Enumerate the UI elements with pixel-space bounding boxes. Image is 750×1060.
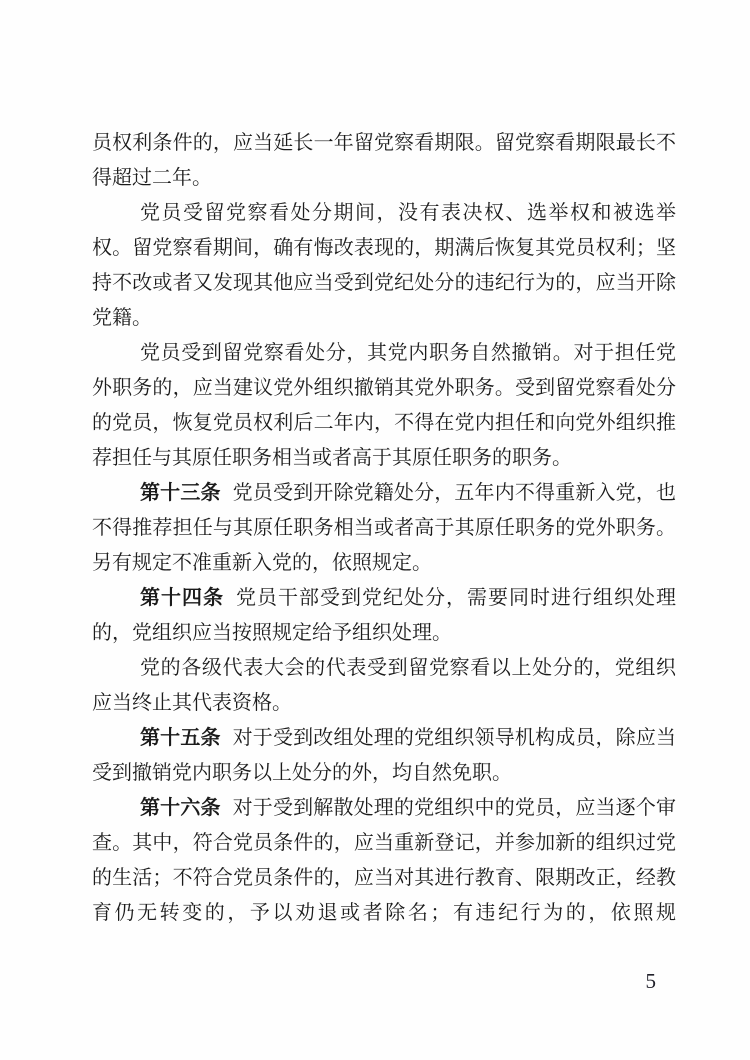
article-15-heading: 第十五条 — [140, 727, 221, 749]
para-article-13 — [92, 476, 676, 581]
document-body — [92, 126, 676, 931]
para-article-15 — [92, 721, 676, 791]
article-16-text: 对于受到解散处理的党组织中的党员，应当逐个审查。其中，符合党员条件的，应当重新登记，并参加新的组织过党的生活；不符合党员条件的，应当对其进行教育、限期改正，经教育仍无转变的，予以劝退或者除名；有违纪行为的，依照规 — [92, 797, 677, 924]
para-congress-delegates: 党的各级代表大会的代表受到留党察看以上处分的，党组织应当终止其代表资格。 — [92, 657, 676, 714]
para-liudang-chakan-positions: 党员受到留党察看处分，其党内职务自然撤销。对于担任党外职务的，应当建议党外组织撤销其党外职务。受到留党察看处分的党员，恢复党员权利后二年内，不得在党内担任和向党外组织推荐担任与其原任职务相当或者高于其原任职务的职务。 — [92, 342, 676, 469]
para-continuation: 员权利条件的，应当延长一年留党察看期限。留党察看期限最长不得超过二年。 — [92, 132, 676, 189]
para-article-14 — [92, 581, 676, 651]
article-13-heading: 第十三条 — [140, 482, 221, 504]
para-article-16 — [92, 791, 676, 931]
article-14-text: 党员干部受到党纪处分，需要同时进行组织处理的，党组织应当按照规定给予组织处理。 — [92, 587, 676, 644]
para-liudang-chakan-rights: 党员受留党察看处分期间，没有表决权、选举权和被选举权。留党察看期间，确有悔改表现的，期满后恢复其党员权利；坚持不改或者又发现其他应当受到党纪处分的违纪行为的，应当开除党籍。 — [92, 202, 676, 329]
article-13-text: 党员受到开除党籍处分，五年内不得重新入党，也不得推荐担任与其原任职务相当或者高于其原任职务的党外职务。另有规定不准重新入党的，依照规定。 — [92, 482, 677, 574]
article-15-text: 对于受到改组处理的党组织领导机构成员，除应当受到撤销党内职务以上处分的外，均自然免职。 — [92, 727, 677, 784]
page-number: 5 — [645, 969, 656, 993]
article-14-heading: 第十四条 — [140, 587, 224, 609]
article-16-heading: 第十六条 — [140, 797, 221, 819]
